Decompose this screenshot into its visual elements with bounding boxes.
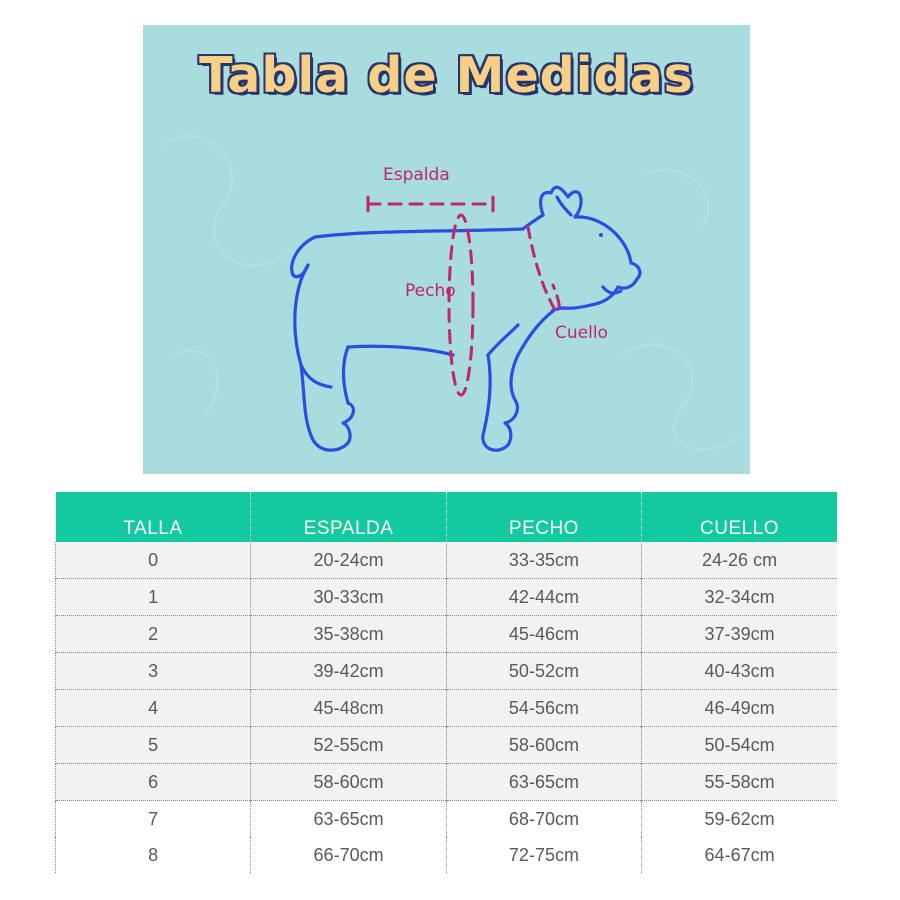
cell-cuello: 55-58cm [642, 764, 837, 801]
cell-espalda: 20-24cm [251, 542, 446, 579]
table-row [56, 837, 838, 873]
cell-pecho: 63-65cm [446, 764, 641, 801]
cell-pecho: 68-70cm [446, 801, 641, 838]
table-header-row [56, 492, 838, 542]
espalda-label: Espalda [383, 165, 450, 185]
cell-espalda: 58-60cm [251, 764, 446, 801]
cell-pecho: 72-75cm [446, 837, 641, 873]
cell-talla: 8 [56, 837, 251, 873]
cell-talla: 0 [56, 542, 251, 579]
table-row [56, 690, 838, 727]
table-row [56, 801, 838, 838]
size-table [55, 492, 837, 873]
cell-talla: 3 [56, 653, 251, 690]
cell-cuello: 46-49cm [642, 690, 837, 727]
header-espalda: ESPALDA [251, 492, 446, 542]
cell-cuello: 40-43cm [642, 653, 837, 690]
cell-talla: 5 [56, 727, 251, 764]
size-chart-banner [143, 25, 750, 474]
table-row [56, 653, 838, 690]
cell-cuello: 64-67cm [642, 837, 837, 873]
cell-cuello: 59-62cm [642, 801, 837, 838]
cell-pecho: 50-52cm [446, 653, 641, 690]
table-row [56, 616, 838, 653]
table-row [56, 764, 838, 801]
cell-pecho: 58-60cm [446, 727, 641, 764]
cell-talla: 1 [56, 579, 251, 616]
cell-espalda: 30-33cm [251, 579, 446, 616]
cell-espalda: 63-65cm [251, 801, 446, 838]
cell-espalda: 35-38cm [251, 616, 446, 653]
header-cuello: CUELLO [642, 492, 837, 542]
cell-talla: 7 [56, 801, 251, 838]
cell-cuello: 37-39cm [642, 616, 837, 653]
cell-cuello: 50-54cm [642, 727, 837, 764]
cell-pecho: 33-35cm [446, 542, 641, 579]
cell-espalda: 66-70cm [251, 837, 446, 873]
cell-espalda: 52-55cm [251, 727, 446, 764]
cell-pecho: 45-46cm [446, 616, 641, 653]
cell-espalda: 45-48cm [251, 690, 446, 727]
cell-talla: 2 [56, 616, 251, 653]
cell-cuello: 32-34cm [642, 579, 837, 616]
cell-talla: 6 [56, 764, 251, 801]
pecho-label: Pecho [405, 281, 456, 301]
table-row [56, 727, 838, 764]
cuello-label: Cuello [555, 323, 608, 343]
cell-pecho: 54-56cm [446, 690, 641, 727]
cell-cuello: 24-26 cm [642, 542, 837, 579]
cell-espalda: 39-42cm [251, 653, 446, 690]
table-row [56, 542, 838, 579]
table-row [56, 579, 838, 616]
header-pecho: PECHO [446, 492, 641, 542]
cell-talla: 4 [56, 690, 251, 727]
chart-title: Tabla de Medidas [199, 47, 694, 104]
cell-pecho: 42-44cm [446, 579, 641, 616]
header-talla: TALLA [56, 492, 251, 542]
